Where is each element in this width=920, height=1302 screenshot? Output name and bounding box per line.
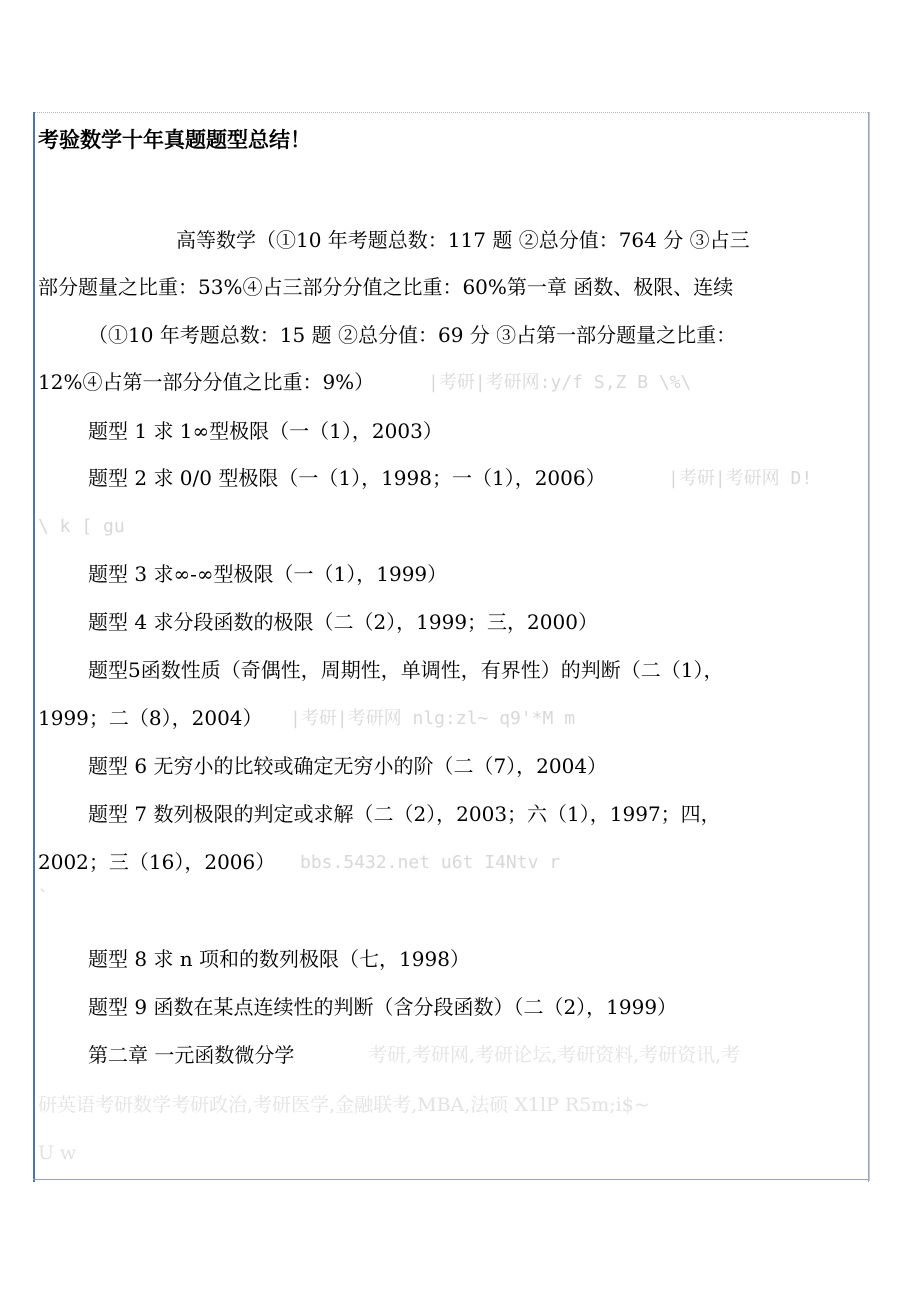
type-7-line-1: 题型 7 数列极限的判定或求解（二（2），2003；六（1），1997；四， bbox=[88, 802, 721, 826]
watermark-text: bbs.5432.net u6t I4Ntv r bbox=[300, 852, 561, 873]
document-title: 考验数学十年真题题型总结！ bbox=[38, 127, 311, 152]
watermark-text: U w bbox=[38, 1142, 77, 1164]
type-5-line-1: 题型5函数性质（奇偶性，周期性，单调性，有界性）的判断（二（1）， bbox=[88, 658, 724, 682]
watermark-text: 考研,考研网,考研论坛,考研资料,考研资讯,考 bbox=[368, 1044, 741, 1066]
type-8: 题型 8 求 n 项和的数列极限（七，1998） bbox=[88, 947, 470, 971]
type-2: 题型 2 求 0/0 型极限（一（1），1998；一（1），2006） bbox=[88, 466, 606, 490]
intro-line-3: （①10 年考题总数：15 题 ②总分值：69 分 ③占第一部分题量之比重： bbox=[88, 323, 737, 347]
frame-right-border bbox=[868, 112, 869, 1182]
frame-bottom-border bbox=[33, 1179, 869, 1180]
intro-line-2: 部分题量之比重：53%④占三部分分值之比重：60%第一章 函数、极限、连续 bbox=[38, 275, 734, 299]
type-1: 题型 1 求 1∞型极限（一（1），2003） bbox=[88, 419, 443, 443]
watermark-text: 研英语考研数学考研政治,考研医学,金融联考,MBA,法硕 X1lP R5m;i$~ bbox=[38, 1094, 650, 1116]
type-5-line-2: 1999；二（8），2004） bbox=[38, 706, 263, 730]
watermark-text: |考研|考研网 nlg:zl~ q9'*M m bbox=[290, 708, 576, 729]
type-3: 题型 3 求∞-∞型极限（一（1），1999） bbox=[88, 562, 448, 586]
type-4: 题型 4 求分段函数的极限（二（2），1999；三，2000） bbox=[88, 610, 598, 634]
type-7-line-2: 2002；三（16），2006） bbox=[38, 850, 276, 874]
watermark-text: \ k [ gu bbox=[38, 516, 125, 537]
type-6: 题型 6 无穷小的比较或确定无穷小的阶（二（7），2004） bbox=[88, 754, 608, 778]
content-frame bbox=[33, 112, 870, 1181]
chapter-2-heading: 第二章 一元函数微分学 bbox=[88, 1043, 295, 1067]
watermark-text: ` bbox=[38, 887, 49, 908]
intro-line-4: 12%④占第一部分分值之比重：9%） bbox=[38, 370, 375, 394]
frame-left-border bbox=[33, 112, 35, 1182]
watermark-text: |考研|考研网:y/f S,Z B \%\ bbox=[428, 372, 692, 393]
intro-line-1: 高等数学（①10 年考题总数：117 题 ②总分值：764 分 ③占三 bbox=[176, 228, 750, 252]
watermark-text: |考研|考研网 D! bbox=[668, 468, 813, 489]
type-9: 题型 9 函数在某点连续性的判断（含分段函数）（二（2），1999） bbox=[88, 995, 678, 1019]
